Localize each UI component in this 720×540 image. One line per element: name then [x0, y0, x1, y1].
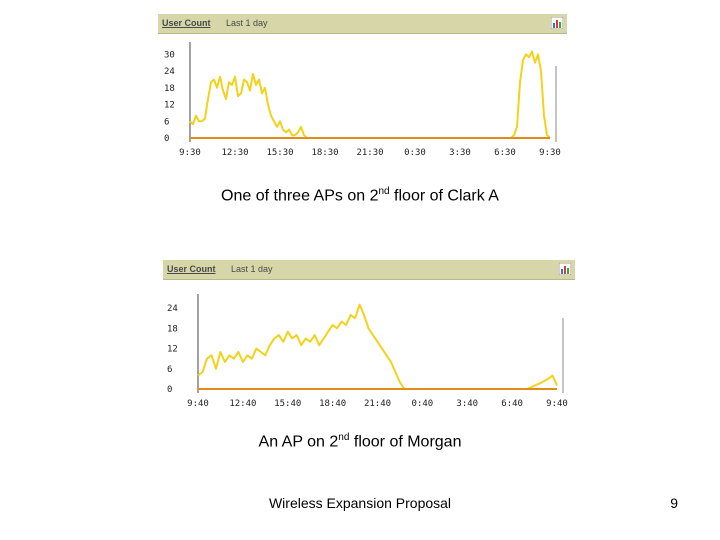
slide-footer: Wireless Expansion Proposal	[268, 495, 452, 511]
x-tick-label: 9:30	[179, 148, 201, 158]
y-tick-label: 30	[164, 50, 175, 61]
caption-1-post: floor of Clark A	[389, 187, 499, 205]
bar-chart-icon[interactable]	[559, 263, 571, 275]
x-tick-label: 12:30	[221, 148, 249, 158]
x-tick-label: 18:40	[319, 399, 347, 409]
caption-2	[0, 432, 720, 451]
x-tick-label: 9:30	[539, 148, 561, 158]
series-line-users	[190, 52, 550, 138]
x-tick-label: 0:30	[404, 148, 426, 158]
x-tick-label: 18:30	[311, 148, 339, 158]
page-number: 9	[670, 495, 678, 511]
x-tick-label: 6:30	[494, 148, 516, 158]
widget-header-2	[163, 260, 575, 280]
x-tick-label: 3:40	[456, 399, 479, 409]
caption-2-sup: nd	[338, 432, 350, 443]
caption-2-post: floor of Morgan	[349, 433, 462, 451]
x-tick-label: 15:40	[274, 399, 302, 409]
y-tick-label: 18	[164, 83, 175, 94]
bar-chart-icon[interactable]	[551, 17, 563, 29]
y-tick-label: 6	[164, 117, 170, 128]
x-tick-label: 9:40	[187, 399, 209, 409]
caption-1-sup: nd	[378, 186, 390, 197]
y-tick-label: 0	[167, 385, 173, 395]
y-tick-label: 12	[164, 100, 175, 111]
caption-1	[0, 186, 720, 205]
caption-2-pre: An AP on 2	[258, 433, 339, 451]
x-tick-label: 9:40	[546, 399, 568, 409]
x-tick-label: 3:30	[449, 148, 471, 158]
line-chart-2	[163, 280, 575, 412]
widget-period-2: Last 1 day	[231, 264, 273, 274]
series-line-users	[198, 305, 557, 389]
y-tick-label: 12	[167, 344, 178, 355]
x-tick-label: 0:40	[411, 399, 434, 409]
caption-1-pre: One of three APs on 2	[221, 187, 379, 205]
y-tick-label: 6	[167, 364, 173, 375]
widget-header-1	[158, 14, 567, 34]
widget-title-1: User Count	[162, 18, 211, 28]
widget-title-2: User Count	[167, 264, 216, 274]
x-tick-label: 15:30	[266, 148, 294, 158]
y-tick-label: 18	[167, 324, 178, 335]
y-tick-label: 0	[164, 134, 170, 144]
widget-period-1: Last 1 day	[226, 18, 268, 28]
y-tick-label: 24	[167, 304, 178, 315]
x-tick-label: 12:40	[229, 399, 257, 409]
chart-widget-2	[163, 260, 575, 412]
x-tick-label: 21:30	[356, 148, 384, 158]
line-chart-1	[158, 34, 567, 170]
y-tick-label: 24	[164, 67, 175, 78]
chart-widget-1	[158, 14, 567, 170]
x-tick-label: 21:40	[363, 399, 392, 409]
x-tick-label: 6:40	[501, 399, 523, 409]
